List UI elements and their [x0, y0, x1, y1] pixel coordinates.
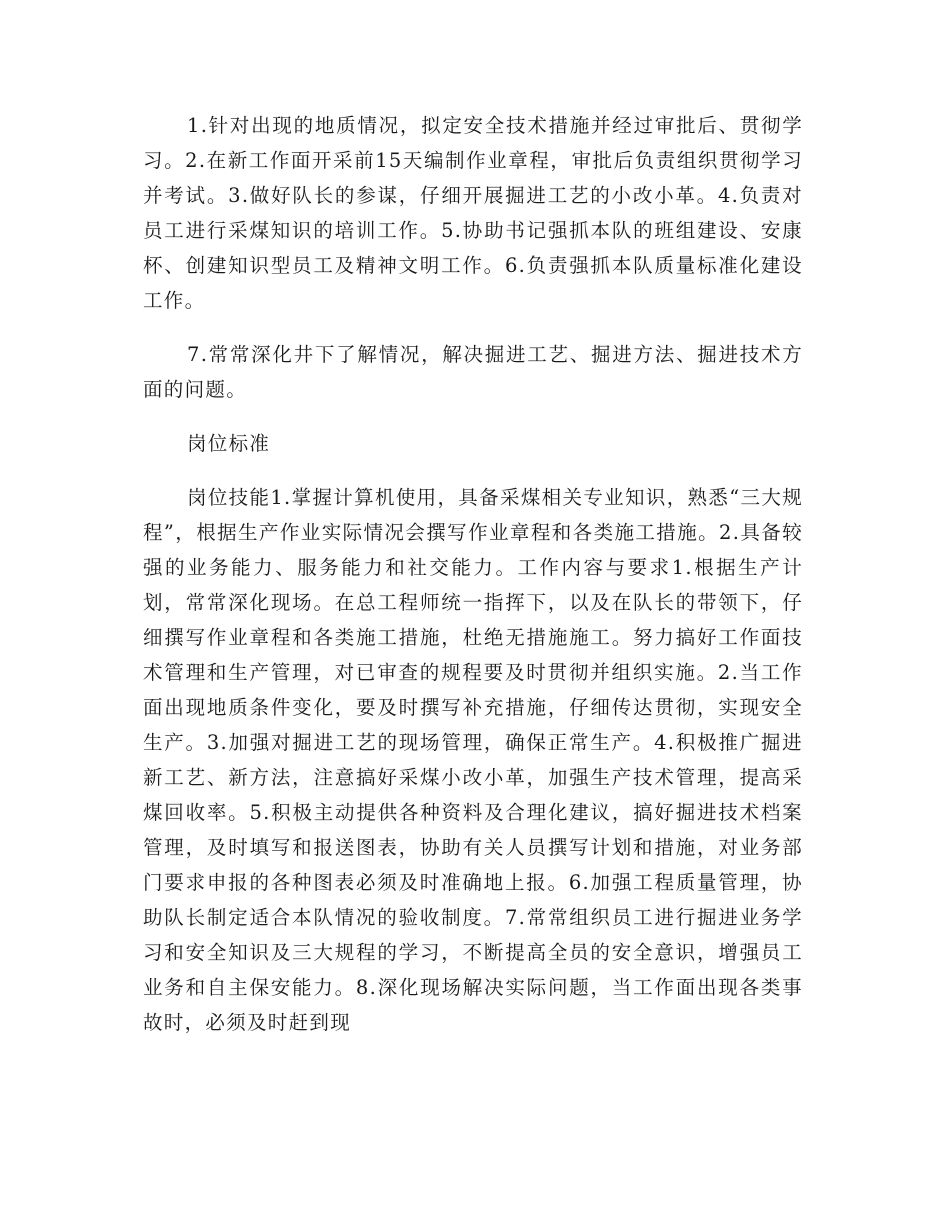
- paragraph-gap: [143, 318, 803, 337]
- document-body: [143, 108, 803, 1040]
- section-heading: 岗位标准: [187, 432, 271, 455]
- paragraph-duty-7: 7.常常深化井下了解情况，解决掘进工艺、掘进方法、掘进技术方面的问题。: [143, 343, 803, 401]
- paragraph-gap: [143, 407, 803, 426]
- paragraph-duties-1-6: 1.针对出现的地质情况，拟定安全技术措施并经过审批后、贯彻学习。2.在新工作面开采前15天编制作业章程，审批后负责组织贯彻学习并考试。3.做好队长的参谋，仔细开展掘进工艺的小改小革。4.负责对员工进行采煤知识的培训工作。5.协助书记强抓本队的班组建设、安康杯、创建知识型员工及精神文明工作。6.负责强抓本队质量标准化建设工作。: [143, 114, 803, 312]
- paragraph-gap: [143, 461, 803, 480]
- paragraph-job-standards: 岗位技能1.掌握计算机使用，具备采煤相关专业知识，熟悉“三大规程”，根据生产作业实际情况会撰写作业章程和各类施工措施。2.具备较强的业务能力、服务能力和社交能力。工作内容与要求1.根据生产计划，常常深化现场。在总工程师统一指挥下，以及在队长的带领下，仔细撰写作业章程和各类施工措施，杜绝无措施施工。努力搞好工作面技术管理和生产管理，对已审查的规程要及时贯彻并组织实施。2.当工作面出现地质条件变化，要及时撰写补充措施，仔细传达贯彻，实现安全生产。3.加强对掘进工艺的现场管理，确保正常生产。4.积极推广掘进新工艺、新方法，注意搞好采煤小改小革，加强生产技术管理，提高采煤回收率。5.积极主动提供各种资料及合理化建议，搞好掘进技术档案管理，及时填写和报送图表，协助有关人员撰写计划和措施，对业务部门要求申报的各种图表必须及时准确地上报。6.加强工程质量管理，协助队长制定适合本队情况的验收制度。7.常常组织员工进行掘进业务学习和安全知识及三大规程的学习，不断提高全员的安全意识，增强员工业务和自主保安能力。8.深化现场解决实际问题，当工作面出现各类事故时，必须及时赶到现: [143, 486, 803, 1034]
